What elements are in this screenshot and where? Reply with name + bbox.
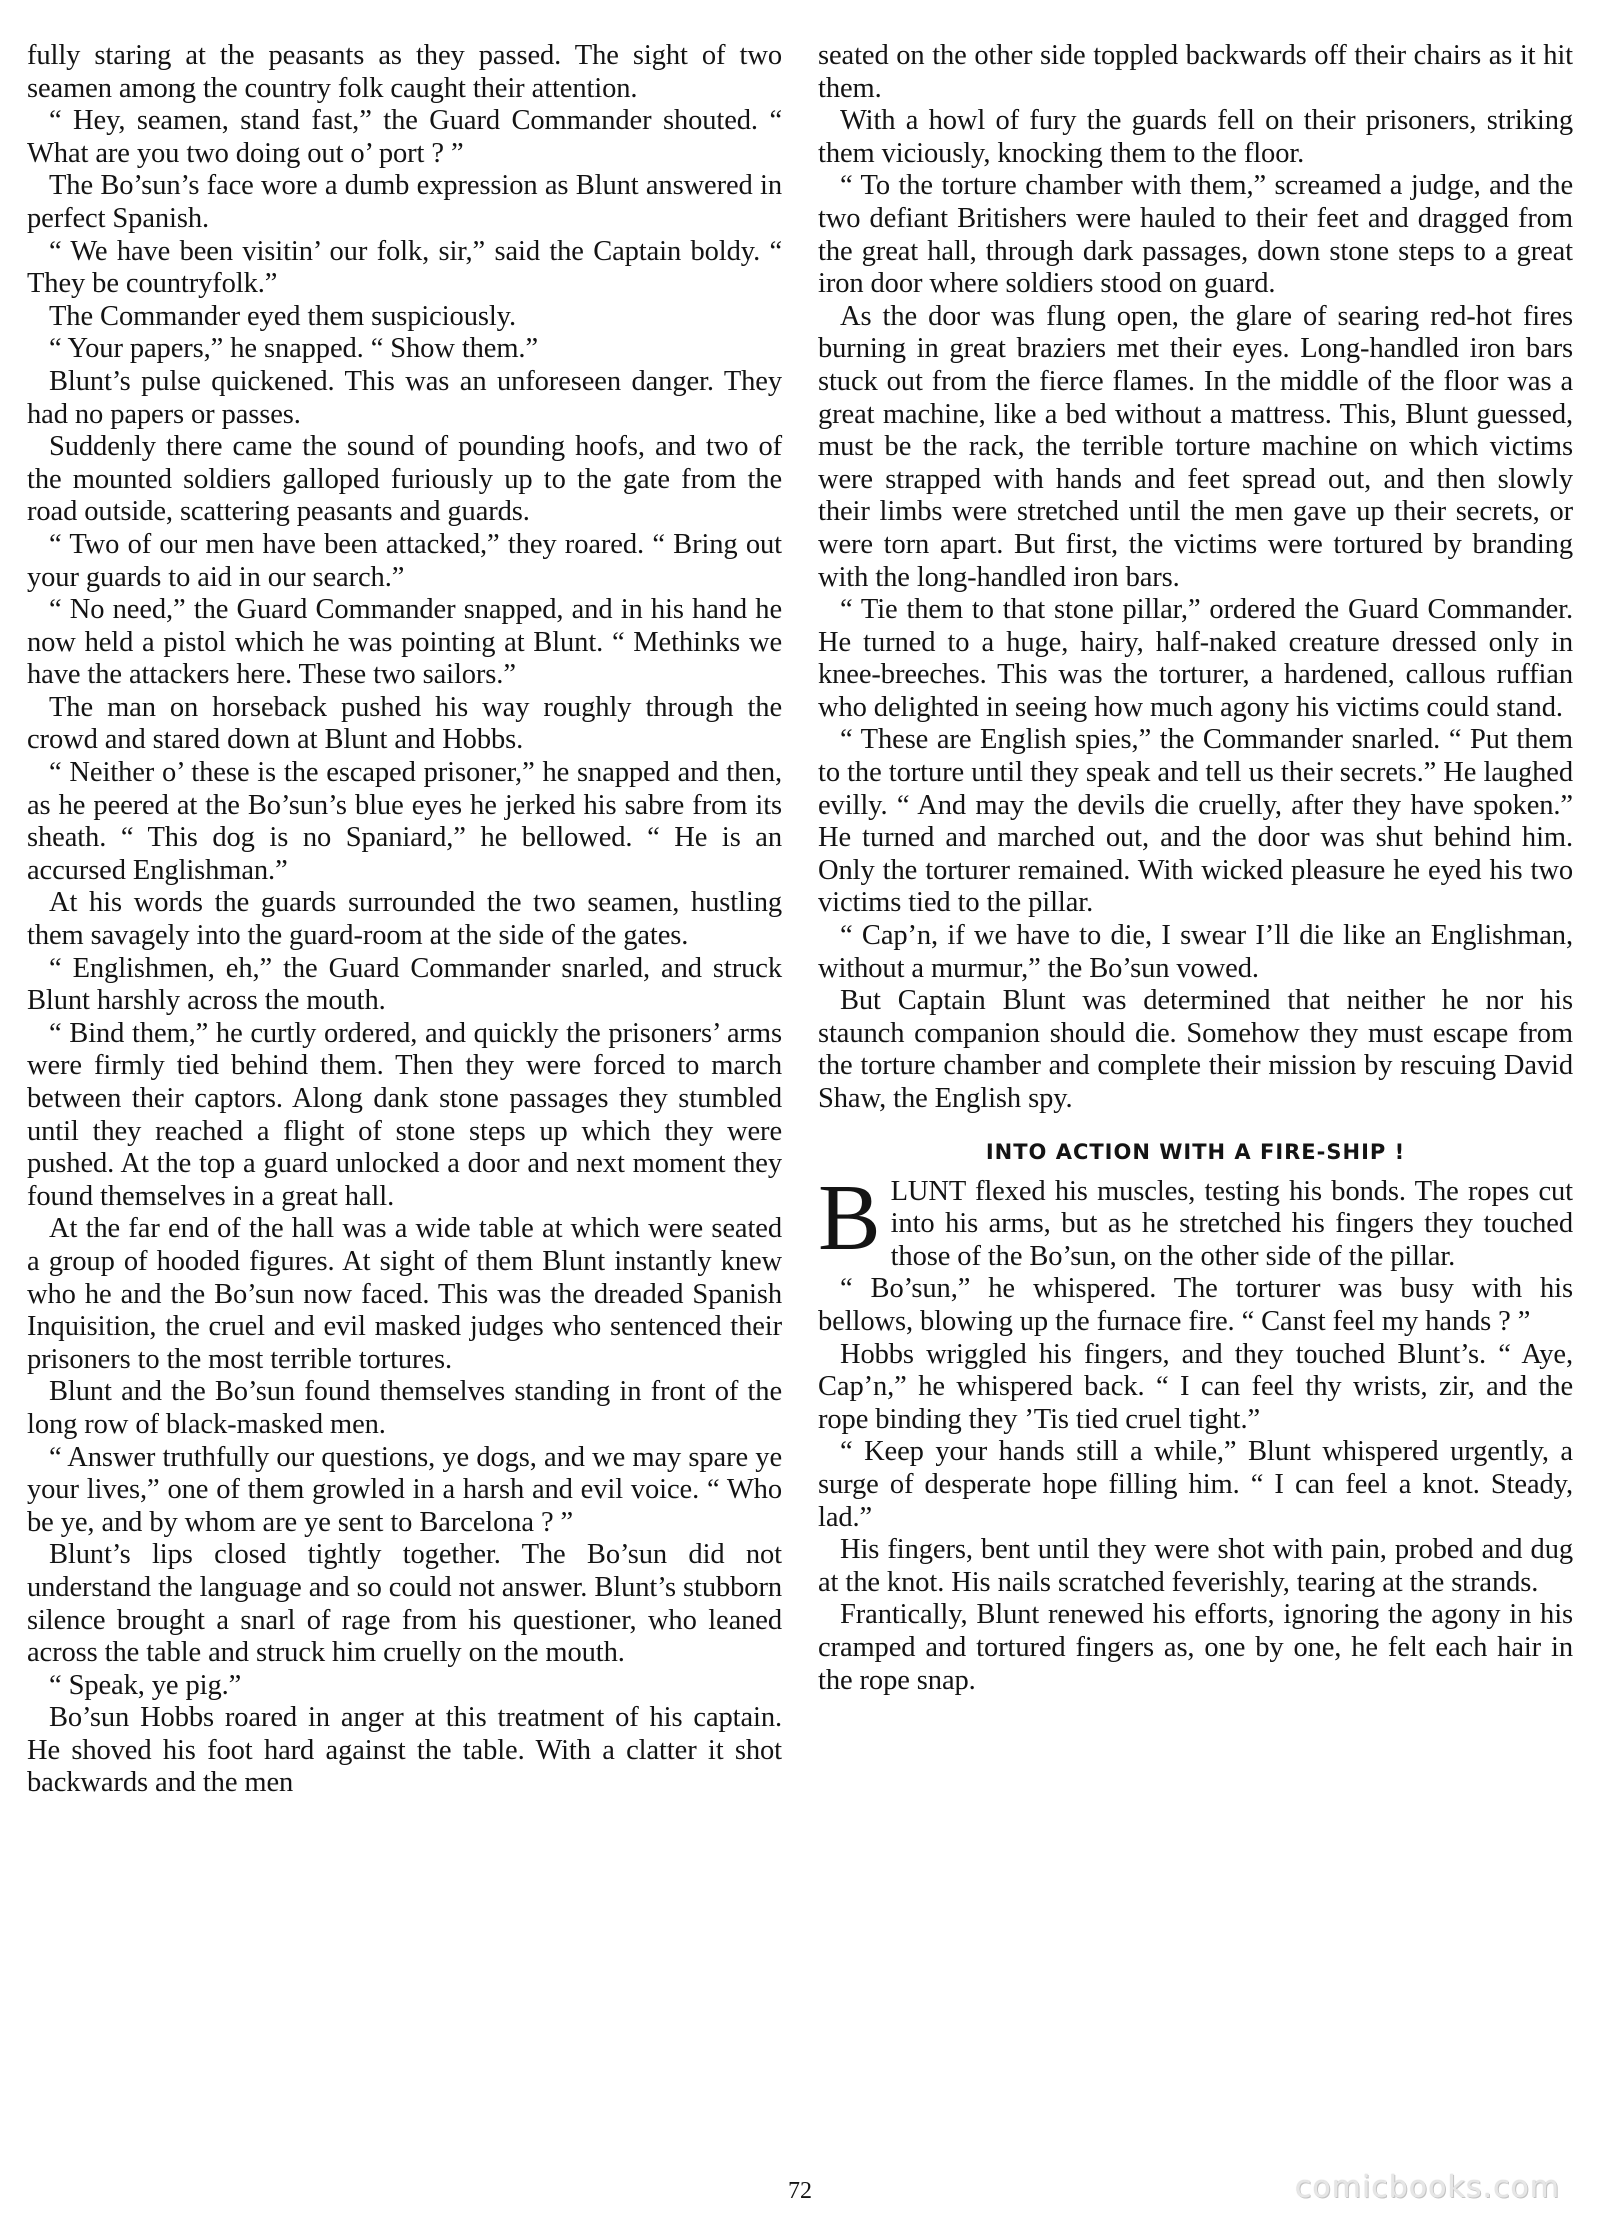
drop-cap: B	[818, 1165, 881, 1270]
paragraph: Frantically, Blunt renewed his efforts, ignoring the agony in his cramped and tortured fingers as, one by one, he felt each hair in the rope snap.	[818, 1599, 1573, 1696]
paragraph: seated on the other side toppled backwards off their chairs as it hit them.	[818, 40, 1573, 104]
paragraph: But Captain Blunt was determined that neither he nor his staunch companion should die. Somehow they must escape from the torture chamber and complete their mission by rescuing David Shaw, the English spy.	[818, 985, 1573, 1114]
paragraph: “ Speak, ye pig.”	[49, 1669, 242, 1701]
left-column	[27, 40, 782, 1800]
paragraph: At his words the guards surrounded the two seamen, hustling them savagely into the guard-room at the side of the gates.	[27, 887, 782, 952]
paragraph: Bo’sun Hobbs roared in anger at this treatment of his captain. He shoved his foot hard against the table. With a clatter it shot backwards and the men	[27, 1702, 782, 1799]
right-column	[818, 40, 1573, 1697]
paragraph: Hobbs wriggled his fingers, and they touched Blunt’s. “ Aye, Cap’n,” he whispered back. “ I can feel thy wrists, zir, and the rope binding they ’Tis tied cruel tight.”	[818, 1338, 1573, 1435]
paragraph: “ Bo’sun,” he whispered. The torturer was busy with his bellows, blowing up the furnace fire. “ Canst feel my hands ? ”	[818, 1273, 1573, 1337]
paragraph: “ These are English spies,” the Commander snarled. “ Put them to the torture until they speak and tell us their secrets.” He laughed evilly. “ And may the devils die cruelly, after they have spoken.” He turned and marched out, and the door was shut behind him. Only the torturer remained. With wicked pleasure he eyed his two victims tied to the pillar.	[818, 724, 1573, 919]
paragraph: As the door was flung open, the glare of searing red-hot fires burning in great braziers met their eyes. Long-handled iron bars stuck out from the fierce flames. In the middle of the floor was a great machine, like a bed without a mattress. This, Blunt guessed, must be the rack, the terrible torture machine on which victims were strapped with hands and feet spread out, and then slowly their limbs were stretched until the men gave up their secrets, or were torn apart. But first, the victims were tortured by branding with the long-handled iron bars.	[818, 300, 1573, 593]
paragraph: Blunt and the Bo’sun found themselves standing in front of the long row of black-masked men.	[27, 1376, 782, 1440]
paragraph: The man on horseback pushed his way roughly through the crowd and stared down at Blunt and Hobbs.	[27, 691, 782, 756]
paragraph: “ Hey, seamen, stand fast,” the Guard Commander shouted. “ What are you two doing out o’ port ? ”	[27, 105, 782, 169]
first-paragraph	[818, 1165, 1573, 1274]
page-number: 72	[788, 2178, 812, 2204]
watermark: comicbooks.com	[1295, 2170, 1561, 2205]
paragraph: Blunt’s lips closed tightly together. The Bo’sun did not understand the language and so could not answer. Blunt’s stubborn silence brought a snarl of rage from his questioner, who leaned across the table and struck him cruelly on the mouth.	[27, 1539, 782, 1669]
paragraph: “ We have been visitin’ our folk, sir,” said the Captain boldy. “ They be countryfolk.”	[27, 235, 782, 300]
paragraph: “ Bind them,” he curtly ordered, and quickly the prisoners’ arms were firmly tied behind them. Then they were forced to march between their captors. Along dank stone passages they stumbled until they reached a flight of stone steps up which they were pushed. At the top a guard unlocked a door and next moment they found themselves in a great hall.	[27, 1017, 782, 1212]
paragraph: “ Answer truthfully our questions, ye dogs, and we may spare ye your lives,” one of them growled in a harsh and evil voice. “ Who be ye, and by whom are ye sent to Barcelona ? ”	[27, 1441, 782, 1538]
paragraph: His fingers, bent until they were shot with pain, probed and dug at the knot. His nails scratched feverishly, tearing at the strands.	[818, 1534, 1573, 1598]
paragraph: Suddenly there came the sound of pounding hoofs, and two of the mounted soldiers galloped furiously up to the gate from the road outside, scattering peasants and guards.	[27, 431, 782, 528]
paragraph: “ Your papers,” he snapped. “ Show them.”	[49, 333, 539, 365]
paragraph: fully staring at the peasants as they passed. The sight of two seamen among the country folk caught their attention.	[27, 40, 782, 104]
paragraph: The Commander eyed them suspiciously.	[49, 300, 516, 332]
paragraph: Blunt’s pulse quickened. This was an unforeseen danger. They had no papers or passes.	[27, 365, 782, 430]
paragraph: The Bo’sun’s face wore a dumb expression as Blunt answered in perfect Spanish.	[27, 170, 782, 234]
section-heading: INTO ACTION WITH A FIRE-SHIP !	[985, 1139, 1406, 1164]
paragraph: “ Two of our men have been attacked,” they roared. “ Bring out your guards to aid in our search.”	[27, 528, 782, 593]
paragraph: “ No need,” the Guard Commander snapped, and in his hand he now held a pistol which he was pointing at Blunt. “ Methinks we have the attackers here. These two sailors.”	[27, 594, 782, 691]
paragraph: With a howl of fury the guards fell on their prisoners, striking them viciously, knocking them to the floor.	[818, 105, 1573, 169]
paragraph: “ To the torture chamber with them,” screamed a judge, and the two defiant Britishers were hauled to their feet and dragged from the great hall, through dark passages, down stone steps to a great iron door where soldiers stood on guard.	[818, 170, 1573, 300]
first-paragraph-text: LUNT flexed his muscles, testing his bonds. The ropes cut into his arms, but as he stretched his fingers they touched those of the Bo’sun, on the other side of the pillar.	[890, 1175, 1573, 1272]
paragraph: “ Keep your hands still a while,” Blunt whispered urgently, a surge of desperate hope filling him. “ I can feel a knot. Steady, lad.”	[818, 1436, 1573, 1533]
paragraph: “ Englishmen, eh,” the Guard Commander snarled, and struck Blunt harshly across the mouth.	[27, 952, 782, 1017]
paragraph: At the far end of the hall was a wide table at which were seated a group of hooded figures. At sight of them Blunt instantly knew who he and the Bo’sun now faced. This was the dreaded Spanish Inquisition, the cruel and evil masked judges who sentenced their prisoners to the most terrible tortures.	[27, 1213, 782, 1375]
paragraph: “ Tie them to that stone pillar,” ordered the Guard Commander. He turned to a huge, hairy, half-naked creature dressed only in knee-breeches. This was the torturer, a hardened, callous ruffian who delighted in seeing how much agony his victims could stand.	[818, 594, 1573, 723]
paragraph: “ Cap’n, if we have to die, I swear I’ll die like an Englishman, without a murmur,” the Bo’sun vowed.	[818, 920, 1573, 984]
paragraph: “ Neither o’ these is the escaped prisoner,” he snapped and then, as he peered at the Bo’sun’s blue eyes he jerked his sabre from its sheath. “ This dog is no Spaniard,” he bellowed. “ He is an accursed Englishman.”	[27, 757, 782, 886]
